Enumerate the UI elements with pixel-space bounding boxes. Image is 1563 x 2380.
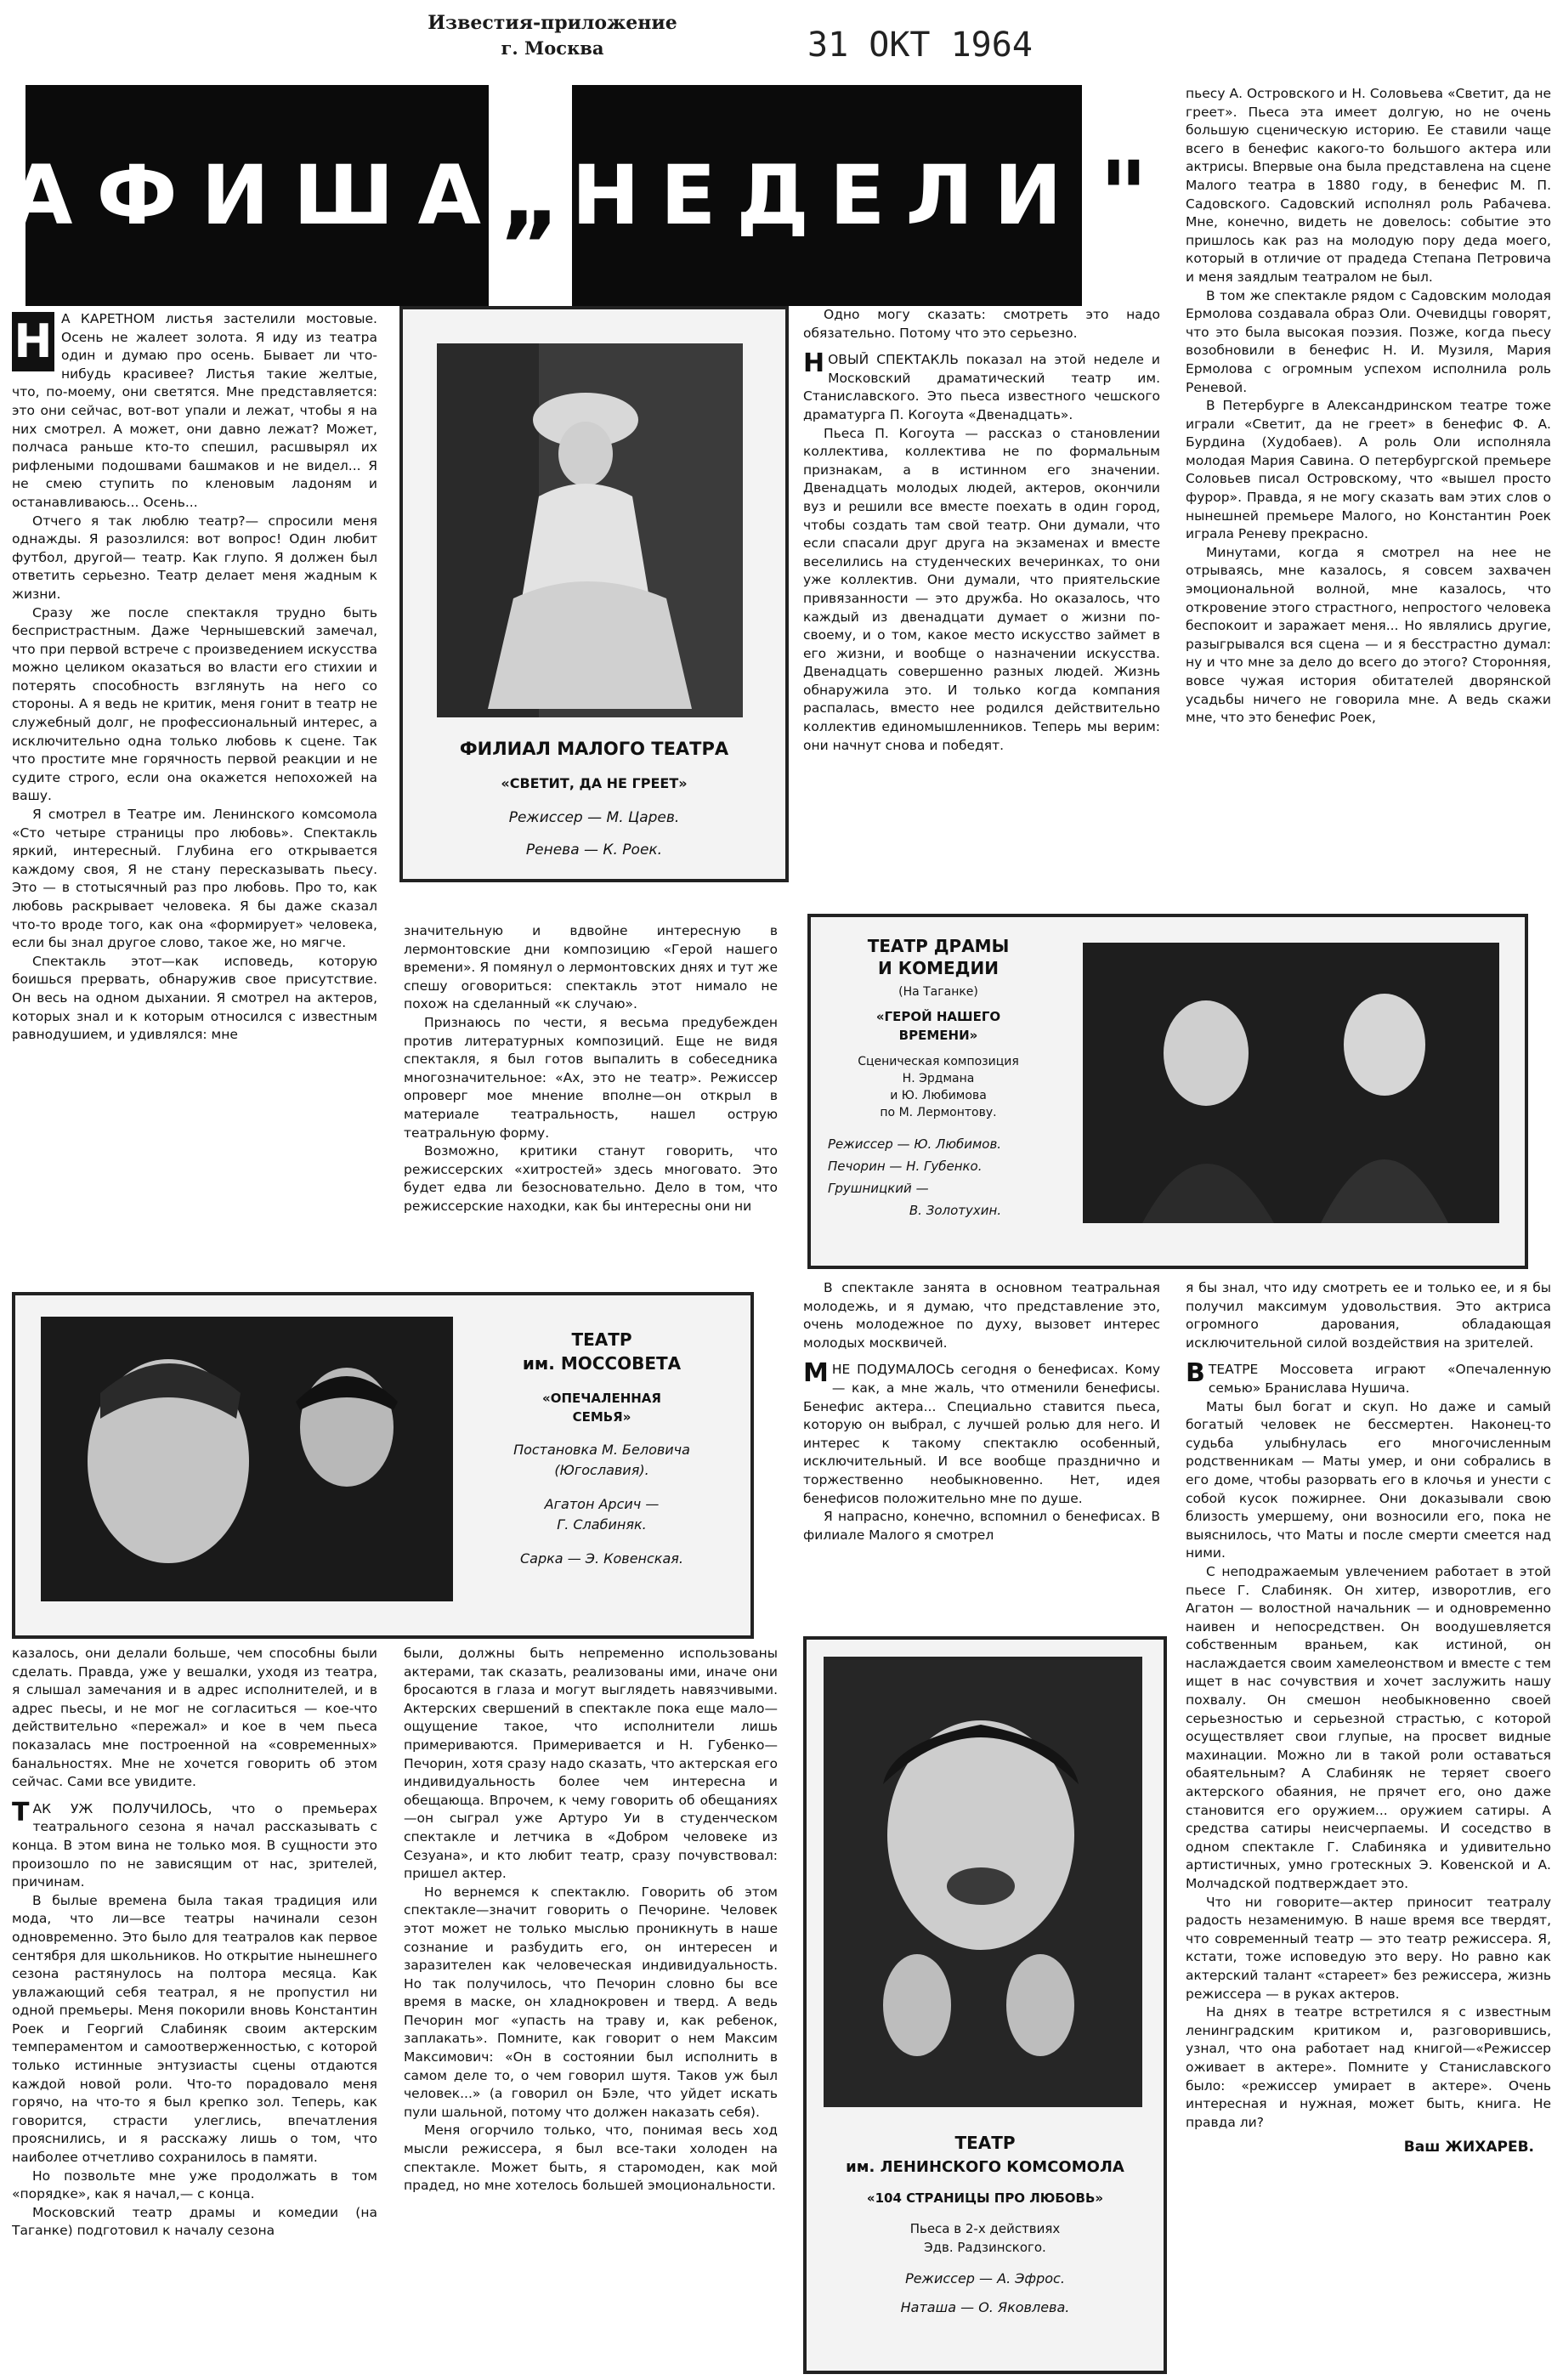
source-title: Известия-приложение <box>428 12 677 34</box>
paragraph: были, должны быть непременно использованы актерами, так сказать, реализованы ими, иначе они бросаются в глаза и могут выглядеть навязчивыми. Актерских свершений в спектакле пока еще мало—ощущение такое, что исполнители лишь примериваются. Примеривается и Н. Губенко—Печорин, хотя сразу надо сказать, что актерская его индивидуальность более чем интересна и обещающа. Впрочем, к чему говорить об обещаниях—он сыграл уже Артуро Уи в студенческом спектакле и летчика в «Добром человеке из Сезуана», и кто любит театр, сразу почувствовал: пришел актер. <box>404 1646 778 1882</box>
paragraph: я бы знал, что иду смотреть ее и только ее, и я бы получил максимум удовольствия. Это актриса огромного дарования, обладающая исключительной силой воздействия на зрителей. <box>1186 1280 1551 1351</box>
poster-title: ФИЛИАЛ МАЛОГО ТЕАТРА <box>459 739 729 759</box>
title-banner <box>9 85 1169 314</box>
initial-cap: Н <box>803 348 825 379</box>
paragraph: Что ни говорите—актер приносит театралу радость незаменимую. В наше время все твердят, что современный театр — это театр режиссера. Я, кстати, тоже исповедую это веру. Но равно как актерский талант «стареет» без режиссера, жизнь режиссера — в руках актеров. <box>1186 1894 1551 2002</box>
paragraph: Меня огорчило только, что, понимая весь ход мысли режиссера, я был все-таки холоден на спектакле. Может быть, я старомоден, как мой прадед, но мне хотелось большей эмоциональности. <box>404 2122 778 2194</box>
title-quote-close: " <box>1099 141 1148 250</box>
paragraph: В Петербурге в Александринском театре тоже играли «Светит, да не греет» в бенефис Ф. А. Бурдина (Худобаев). А роль Оли исполняла молодая Мария Савина. О петербургской премьере Соловьев писал Островскому, что «вышел просто фурор». Правда, я не могу сказать вам этих слов о нынешней премьере Малого, но Константин Роек играла Реневу прекрасно. <box>1186 398 1551 542</box>
poster-title: им. ЛЕНИНСКОГО КОМСОМОЛА <box>846 2158 1124 2176</box>
poster-credit: Агатон Арсич — <box>544 1496 660 1512</box>
article-col2-bottom <box>404 1645 778 2363</box>
date-stamp: 31 ОКТ 1964 <box>807 26 1033 65</box>
paragraph: ОВЫЙ СПЕКТАКЛЬ показал на этой неделе и Московский драматический театр им. Станиславского. Это пьеса известного чешского драматурга П. Когоута «Двенадцать». <box>803 352 1160 422</box>
actors-photo-illustration <box>41 1317 453 1601</box>
poster-credit: Режиссер — Ю. Любимов. <box>828 1136 1002 1152</box>
poster-subtitle: (На Таганке) <box>898 985 978 999</box>
actors-photo <box>41 1317 453 1601</box>
paragraph: А КАРЕТНОМ листья застелили мостовые. Осень не жалеет золота. Я иду из театра один и думаю про осень. Бывает ли что-нибудь красивее? Листья такие желтые, что, по-моему, они светятся. Мне представляется: это они сейчас, вот-вот упали и лежат, чтобы я на них смотрел. А может, они давно лежат? Может, полчаса раньше кто-то спешил, расшвырял их рифлеными подошвами башмаков и не видел... Я не смею ступить по кленовым ладоням и останавливаюсь... Осень... <box>12 311 377 510</box>
paragraph: Минутами, когда я смотрел на нее не отрываясь, мне казалось, я совсем захвачен эмоциональной волной, мне казалось, что откровение этого страстного, непростого человека беспокоит и заражает меня... Но являлись другие, разыгрывался вся сцена — и я бесстрастно думал: ну и что мне за дело до всего до этого? Сторонняя, вовсе чужая история обитателей дворянской усадьбы ничего не говорила мне. А ведь скажи мне, что это бенефис Роек, <box>1186 544 1551 726</box>
actress-photo-illustration <box>824 1657 1142 2107</box>
title-word-nedeli: НЕДЕЛИ <box>572 85 1082 306</box>
paragraph: Одно могу сказать: смотреть это надо обязательно. Потому что это серьезно. <box>803 307 1160 341</box>
article-col1-bottom <box>12 1645 377 2363</box>
paragraph: Я напрасно, конечно, вспомнил о бенефисах. В филиале Малого я смотрел <box>803 1509 1160 1543</box>
poster-credit: В. Золотухин. <box>909 1203 1002 1218</box>
paragraph: Маты был богат и скуп. Но даже и самый богатый человек не бессмертен. Наконец-то судьба улыбнулась его многочисленным родственникам — Маты умер, и они собрались в его доме, чтобы разорвать его в клочья и унести с собой кусок пожирнее. Они доказывали свою близость умершему, они возносили его, пока не выяснилось, что Маты и после смерти смеется над ними. <box>1186 1398 1551 1561</box>
poster-role: Наташа — О. Яковлева. <box>900 2299 1070 2315</box>
paragraph: Но вернемся к спектаклю. Говорить об этом спектакле—значит говорить о Печорине. Человек этот может не только мыслью проникнуть в наше сознание и разбудить его, он интересен и заразителен как человеческая индивидуальность. Но так получилось, что Печорин словно бы все время в маске, он хладнокровен и тверд. А ведь Печорин мог «упасть на траву и, как ребенок, заплакать». Помните, как говорит о нем Максим Максимович: «Он в состоянии был исполнить в самом деле то, о чем говорил шутя. Таков уж был человек...» (а говорил он Бэле, что уйдет искать пули шальной, потому что должен наказать себя). <box>404 1884 778 2120</box>
poster-play: «104 СТРАНИЦЫ ПРО ЛЮБОВЬ» <box>866 2190 1104 2206</box>
actress-photo <box>437 343 743 717</box>
paragraph: Сразу же после спектакля трудно быть беспристрастным. Даже Чернышевский замечал, что при первой встрече с произведением искусства можно целиком оказаться во власти его стихии и потерять способность взглянуть на него со стороны. А я ведь не критик, меня гонит в театр не служебный долг, не профессиональный интерес, а исключительно одна только любовь к сцене. Так что простите мне горячность первой реакции и не судите строго, если она окажется непохожей на вашу. <box>12 604 377 804</box>
article-col3-mid <box>803 1279 1160 1653</box>
source-city: г. Москва <box>501 37 604 59</box>
poster-maly-theatre <box>399 306 789 882</box>
actress-photo <box>824 1657 1142 2107</box>
poster-title: ТЕАТР ДРАМЫ <box>867 936 1010 956</box>
paragraph: казалось, они делали больше, чем способны были сделать. Правда, уже у вешалки, уходя из театра, я слышал замечания и в адрес исполнителей, и в адрес пьесы, и не мог не согласиться — кое-что действительно «пережал» и кое в чем пьеса показалась мне построенной на «современных» банальностях. Мне не хочется говорить об этом сейчас. Сами все увидите. <box>12 1646 377 1790</box>
title-quote-open: „ <box>499 141 562 250</box>
poster-credit: Сарка — Э. Ковенская. <box>520 1550 683 1567</box>
poster-title: ТЕАТР <box>571 1329 632 1350</box>
paragraph: Признаюсь по чести, я весьма предубежден против литературных композиций. Еще не видя спектакля, я был готов выпалить в собеседника многозначительное: «Ах, это не театр». Режиссер опроверг мое мнение вполне—он открыл в материале театральность, нашел острую театральную форму. <box>404 1014 778 1141</box>
article-col3-top <box>803 306 1160 901</box>
initial-cap: Т <box>12 1797 30 1828</box>
poster-play: «СВЕТИТ, ДА НЕ ГРЕЕТ» <box>501 775 688 791</box>
paragraph: Но позвольте мне уже продолжать в том «порядке», как я начал,— с конца. <box>12 2168 377 2202</box>
paragraph: Отчего я так люблю театр?— спросили меня однажды. Я разозлился: вот вопрос! Один любит футбол, другой— театр. Как глупо. Я должен был ответить серьезно. Театр делает меня жадным к жизни. <box>12 513 377 602</box>
poster-credit: Грушницкий — <box>828 1181 929 1196</box>
article-col1-top <box>12 310 377 1271</box>
poster-role: Ренева — К. Роек. <box>525 842 663 858</box>
poster-credit: Печорин — Н. Губенко. <box>828 1159 983 1174</box>
poster-lenkom-theatre <box>803 1636 1167 2374</box>
paragraph: ТЕАТРЕ Моссовета играют «Опечаленную семью» Бранислава Нушича. <box>1208 1362 1551 1396</box>
actors-photo <box>1083 943 1499 1223</box>
author-signature: Ваш ЖИХАРЕВ. <box>1403 2139 1534 2156</box>
paragraph: значительную и вдвойне интересную в лермонтовские дни композицию «Герой нашего времени». Я помянул о лермонтовских днях и тут же спешу оговориться: спектакль этот нимало не похож на сделанный «к случаю». <box>404 923 778 1012</box>
paragraph: С неподражаемым увлечением работает в этой пьесе Г. Слабиняк. Он хитер, изворотлив, его Агатон — волостной начальник — и одновременно наивен и непосредствен. Он воодушевляется собственным враньем, как истиной, он наслаждается своим хамелеонством и вместе с тем ищет в нас сочувствия и хочет заслужить нашу похвалу. Он смешон необыкновенно своей серьезностью и серьезной страстью, с которой осуществляет свои глупые, на просвет видные махинации. Можно ли в такой роли оставаться обаятельным? А Слабиняк не теряет своего актерского обаяния, не прячет его, оно даже становится его оружием... оружием сатиры. А средства сатиры неисчерпаемы. И соседство в одном спектакле Г. Слабиняка и удивительно артистичных, умно гротескных Э. Ковенской и А. Молчадской подтверждает это. <box>1186 1563 1551 1891</box>
poster-composition: и Ю. Любимова <box>890 1089 987 1102</box>
paragraph: В былые времена была такая традиция или мода, что ли—все театры начинали сезон одновременно. Это было для театралов как первое сентября для школьников. Но открытие нынешнего сезона растянулось на полтора месяца. Как увлажающий себя театрал, я не пропустил ни одной премьеры. Меня покорили вновь Константин Роек и Георгий Слабиняк своим актерским темпераментом и самоотверженностью, с которой только истинные энтузиасты сцены отдаются каждой новой роли. Что-то порадовало меня горячо, на что-то я был крепко зол. Теперь, как говорится, страсти улеглись, впечатления прояснились, и я расскажу лишь о том, что наиболее отчетливо сохранилось в памяти. <box>12 1892 377 2166</box>
poster-credit: (Югославия). <box>554 1462 649 1478</box>
poster-composition: Н. Эрдмана <box>902 1072 975 1085</box>
poster-mossovet-theatre <box>12 1292 754 1639</box>
drop-cap: Н <box>12 312 54 371</box>
paragraph: В том же спектакле рядом с Садовским молодая Ермолова создавала образ Оли. Очевидцы говорят, что это была высокая поэзия. Позже, когда пьесу возобновили в бенефис Н. И. Музиля, Мария Ермолова с огромным успехом исполнила роль Реневой. <box>1186 287 1551 395</box>
poster-genre: Пьеса в 2-х действиях <box>909 2221 1061 2236</box>
paragraph: Московский театр драмы и комедии (на Таганке) подготовил к началу сезона <box>12 2204 377 2239</box>
poster-title: И КОМЕДИИ <box>878 958 999 978</box>
title-word-afisha: АФИША <box>25 85 489 306</box>
poster-taganka-theatre <box>807 914 1528 1269</box>
paragraph: Возможно, критики станут говорить, что режиссерских «хитростей» здесь многовато. Это будет едва ли безосновательно. Дело в том, что режиссерские находки, как бы интересны они ни <box>404 1143 778 1214</box>
paragraph: НЕ ПОДУМАЛОСЬ сегодня о бенефисах. Кому — как, а мне жаль, что отменили бенефисы. Бенефис актера... Специально ставится пьеса, которую он выбрал, с лучшей ролью для него. И интерес к такому спектаклю особенный, исключительный. И все вообще празднично и торжественно необыкновенно. Нет, идея бенефисов положительно мне по душе. <box>803 1362 1160 1506</box>
article-col4-top <box>1186 85 1551 926</box>
article-col4-bottom <box>1186 1279 1551 2333</box>
actors-photo-illustration <box>1083 943 1499 1223</box>
poster-director: Режиссер — А. Эфрос. <box>905 2270 1065 2286</box>
initial-cap: М <box>803 1358 829 1389</box>
poster-director: Режиссер — М. Царев. <box>508 809 680 826</box>
initial-cap: В <box>1186 1358 1205 1389</box>
paragraph: пьесу А. Островского и Н. Соловьева «Светит, да не греет». Пьеса эта имеет долгую, но не очень большую сценическую историю. Ее ставили чаще всего в бенефис какого-то большого актера или актрисы. Впервые она была представлена на сцене Малого театра в 1880 году, в бенефис М. П. Садовского. Садовский исполнял роль Рабачева. Мне, конечно, видеть не довелось: событие это пришлось как раз на молодую пору деда моего, который в отличие от прадеда Степана Петровича и меня заядлым театралом не был. <box>1186 86 1551 285</box>
paragraph: Пьеса П. Когоута — рассказ о становлении коллектива, коллектива не по формальным признакам, а в истинном его значении. Двенадцать молодых людей, актеров, окончили вуз и решили все вместе поехать в один город, чтобы создать там свой театр. Они думали, что если спасали друг друга на экзаменах и вместе веселились на студенческих вечеринках, то они уже коллектив. Они думали, что приятельские привязанности — это дружба. Но оказалось, что каждый из двенадцати думает о жизни по-своему, и о том, какое место искусство займет в его жизни, и вообще о назначении искусства. Двенадцать совершенно разных людей. Жизнь обнаружила это. И только когда компания распалась, вместо нее родился действительно коллектив единомышленников. Теперь мы верим: они начнут снова и победят. <box>803 425 1160 753</box>
poster-composition: Сценическая композиция <box>858 1055 1019 1068</box>
actress-photo-illustration <box>437 343 743 717</box>
poster-author: Эдв. Радзинского. <box>924 2240 1046 2255</box>
paragraph: АК УЖ ПОЛУЧИЛОСЬ, что о премьерах театрального сезона я начал рассказывать с конца. В этом вина не только моя. В сущности это произошло по не зависящим от нас, зрителей, причинам. <box>12 1800 377 1890</box>
paragraph: Спектакль этот—как исповедь, которую боишься прервать, обнаружив свое присутствие. Он весь на одном дыхании. Я смотрел на актеров, которых знал и к которым относился с известным равнодушием, и удивлялся: мне <box>12 953 377 1043</box>
poster-credit: Постановка М. Беловича <box>513 1442 690 1458</box>
poster-title: им. МОССОВЕТА <box>522 1353 682 1374</box>
poster-play: ВРЕМЕНИ» <box>898 1028 978 1043</box>
poster-composition: по М. Лермонтову. <box>880 1106 997 1119</box>
poster-credit: Г. Слабиняк. <box>557 1516 647 1533</box>
article-col2-mid <box>404 922 778 1271</box>
paragraph: Я смотрел в Театре им. Ленинского комсомола «Сто четыре страницы про любовь». Спектакль яркий, интересный. Глубина его открывается каждому своя, Я не стану пересказывать пьесу. Это — в стотысячный раз про любовь. Про то, как любовь раскрывает человека. Я бы даже сказал что-то вроде того, как она «формирует» человека, если бы знал другое слово, такое же, но мягче. <box>12 807 377 951</box>
poster-play: «ГЕРОЙ НАШЕГО <box>875 1009 1001 1024</box>
poster-play: «ОПЕЧАЛЕННАЯ <box>542 1391 661 1406</box>
paragraph: На днях в театре встретился я с известным ленинградским критиком и, разговорившись, узнал, что она работает над книгой—«Режиссер оживает в актере». Помните у Станиславского было: «режиссер умирает в актере». Очень интересная и нужная, может быть, книга. Не правда ли? <box>1186 2004 1551 2130</box>
poster-play: СЕМЬЯ» <box>572 1409 631 1425</box>
poster-title: ТЕАТР <box>954 2133 1016 2153</box>
paragraph: В спектакле занята в основном театральная молодежь, и я думаю, что представление это, очень молодежное по духу, вызовет интерес молодых москвичей. <box>803 1280 1160 1351</box>
